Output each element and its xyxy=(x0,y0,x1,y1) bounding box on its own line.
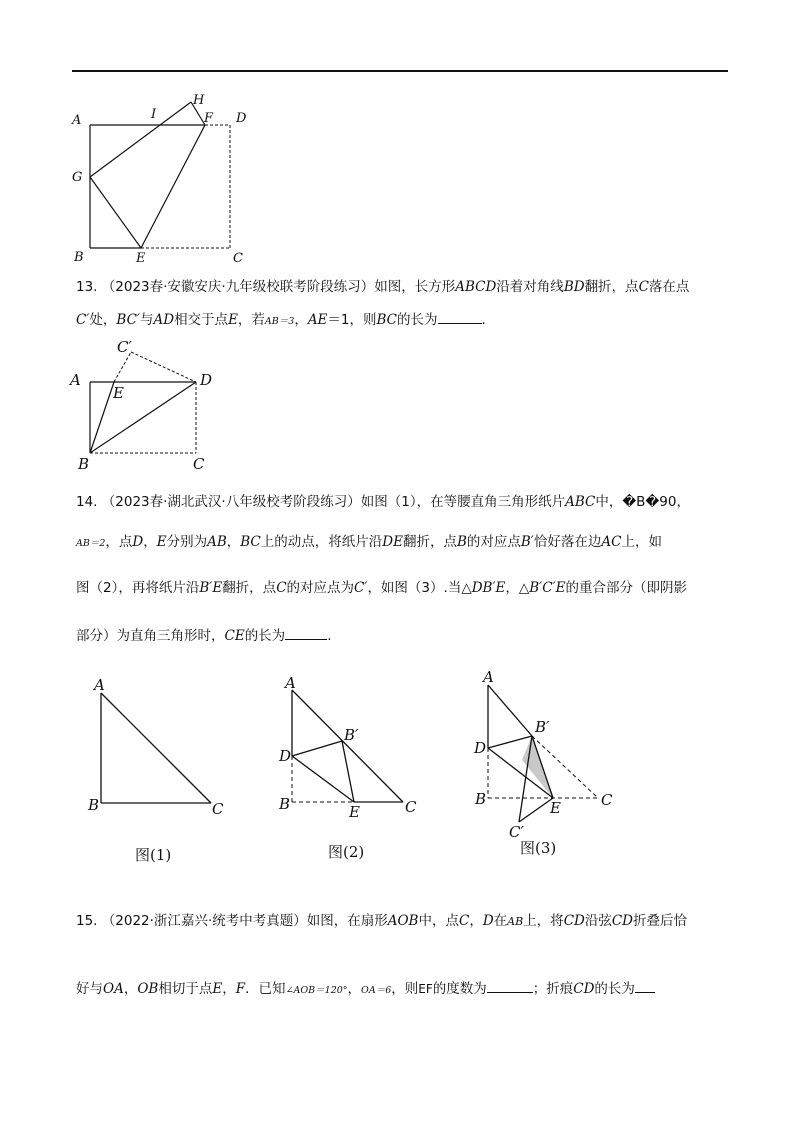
q13-source: （2023春·安徽安庆·九年级校联考阶段练习） xyxy=(101,279,375,295)
figure-q12 xyxy=(60,90,260,265)
seg-EF xyxy=(141,125,205,248)
label-B1: B′ xyxy=(344,726,359,744)
q14-line3: 图（2），再将纸片沿B′E翻折，点C的对应点为C′，如图（3）.当△DB′E，△B′C′E的重合部分（即阴影 xyxy=(76,580,687,596)
label-A: A xyxy=(94,676,105,694)
seg-C1D-dashed xyxy=(131,352,196,382)
seg-AC xyxy=(101,693,211,803)
caption-fig3: 图(3) xyxy=(520,839,557,857)
label-E: E xyxy=(136,251,146,265)
label-A: A xyxy=(70,371,81,389)
caption-fig1: 图(1) xyxy=(135,846,172,864)
caption-fig2: 图(2) xyxy=(328,843,365,861)
seg-GH xyxy=(90,102,191,177)
label-E: E xyxy=(113,384,124,402)
shaded-overlap xyxy=(522,736,553,798)
q14-line4: 部分）为直角三角形时，CE的长为 . xyxy=(76,625,726,646)
label-E: E xyxy=(550,799,561,817)
label-B1: B′ xyxy=(535,718,550,736)
answer-blank-q15-1[interactable] xyxy=(487,978,533,993)
q14-line1: 14. （2023春·湖北武汉·八年级校考阶段练习）如图（1），在等腰直角三角形纸片ABC中，�B�90， xyxy=(76,494,690,510)
seg-DE xyxy=(292,756,354,802)
q14-source: （2023春·湖北武汉·八年级校考阶段练习） xyxy=(101,494,361,510)
seg-BE xyxy=(90,382,114,453)
answer-blank-q15-2[interactable] xyxy=(635,978,655,993)
label-C: C xyxy=(233,251,243,265)
q15-source: （2022·浙江嘉兴·统考中考真题） xyxy=(101,913,307,929)
label-B: B xyxy=(78,455,90,473)
seg-DB1 xyxy=(292,741,342,756)
seg-DB1 xyxy=(488,736,532,748)
label-C: C xyxy=(212,800,224,818)
label-B: B xyxy=(74,250,84,265)
figure-q13 xyxy=(60,335,220,475)
q13-number: 13. xyxy=(76,279,98,295)
q15-number: 15. xyxy=(76,913,98,929)
label-F: F xyxy=(204,111,214,126)
label-B: B xyxy=(279,795,291,813)
label-I: I xyxy=(151,107,157,122)
seg-AB1 xyxy=(488,685,532,736)
label-G: G xyxy=(72,170,83,185)
figure-q14 xyxy=(80,665,620,870)
figure-q14-3 xyxy=(473,668,613,857)
figure-q14-2 xyxy=(278,674,417,861)
q15-line2: 好与OA，OB相切于点E，F．已知∠AOB＝120°，OA＝6，则EF的度数为 ；折痕CD的长为 xyxy=(76,978,726,1001)
label-D: D xyxy=(474,739,487,757)
label-A: A xyxy=(483,668,494,686)
label-D: D xyxy=(279,747,292,765)
q14-number: 14. xyxy=(76,494,98,510)
label-B: B xyxy=(88,796,100,814)
label-A: A xyxy=(285,674,296,692)
q14-line2: AB＝2，点D，E分别为AB，BC上的动点，将纸片沿DE翻折，点B的对应点B′恰好落在边AC上，如 xyxy=(76,534,662,550)
label-D: D xyxy=(200,371,213,389)
seg-BD xyxy=(90,382,196,453)
seg-B1C1 xyxy=(519,736,532,822)
label-A: A xyxy=(72,113,82,128)
header-rule xyxy=(72,70,728,72)
label-H: H xyxy=(193,93,205,108)
label-C1: C′ xyxy=(117,338,132,356)
q15-line1: 15. （2022·浙江嘉兴·统考中考真题）如图，在扇形AOB中，点C，D在AB上，将CD沿弦CD折叠后恰 xyxy=(76,913,687,929)
label-C: C xyxy=(601,791,613,809)
label-D: D xyxy=(236,111,247,126)
seg-AC xyxy=(292,690,403,802)
q13-line1: 13. （2023春·安徽安庆·九年级校联考阶段练习）如图，长方形ABCD沿着对角线BD翻折，点C落在点 xyxy=(76,279,690,295)
label-C: C xyxy=(405,798,417,816)
label-E: E xyxy=(349,803,360,821)
label-C: C xyxy=(193,455,205,473)
q13-line2: C′处，BC′与AD相交于点E，若AB＝3，AE＝1，则BC的长为 . xyxy=(76,309,726,332)
seg-GE xyxy=(90,177,141,248)
label-B: B xyxy=(475,790,487,808)
answer-blank-q14[interactable] xyxy=(285,625,327,640)
figure-q14-1 xyxy=(87,676,224,864)
label-C1: C′ xyxy=(509,823,524,841)
seg-C1E xyxy=(519,798,553,822)
seg-EC1-dashed xyxy=(114,352,131,382)
answer-blank-q13[interactable] xyxy=(438,309,482,324)
